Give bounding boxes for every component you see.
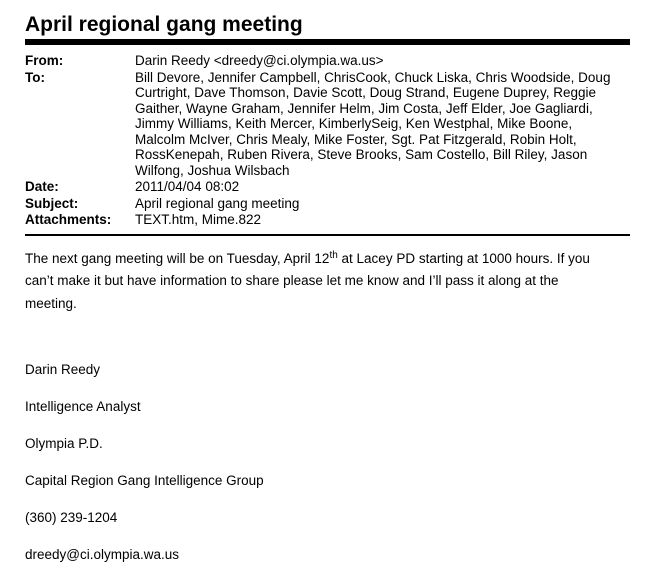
attachments-value: TEXT.htm, Mime.822 <box>135 212 262 227</box>
to-recipients-line: Curtright, Dave Thomson, Davie Scott, Doug Strand, Eugene Duprey, Reggie <box>135 85 596 100</box>
from-label: From: <box>25 53 64 68</box>
to-recipients-line: Gaither, Wayne Graham, Jennifer Helm, Jim Costa, Jeff Elder, Joe Gagliardi, <box>135 100 593 116</box>
email-header-block <box>25 53 630 228</box>
header-row-from <box>25 53 630 69</box>
subject-label: Subject: <box>25 195 79 211</box>
signature-job-title: Intelligence Analyst <box>25 399 141 414</box>
to-recipients-line: Malcolm McIver, Chris Mealy, Mike Foster, Sgt. Pat Fitzgerald, Robin Holt, <box>135 131 577 147</box>
signature-email: dreedy@ci.olympia.wa.us <box>25 547 180 562</box>
ordinal-superscript: th <box>329 249 338 261</box>
signature-name: Darin Reedy <box>25 362 101 377</box>
to-value <box>135 70 630 179</box>
attachments-label: Attachments: <box>25 212 112 227</box>
signature-department: Olympia P.D. <box>25 436 103 451</box>
header-row-date <box>25 179 630 195</box>
email-body <box>25 248 630 316</box>
header-row-subject <box>25 196 630 212</box>
body-text-segment: The next gang meeting will be on Tuesday, April 12 <box>25 250 330 266</box>
header-row-attachments <box>25 212 630 228</box>
from-value: Darin Reedy <dreedy@ci.olympia.wa.us> <box>135 53 384 68</box>
body-text-segment: at Lacey PD starting at 1000 hours. If you <box>337 250 590 266</box>
header-row-to <box>25 70 630 179</box>
email-signature-block <box>25 363 630 562</box>
date-label: Date: <box>25 179 59 194</box>
to-recipients-line: Jimmy Williams, Keith Mercer, KimberlySeig, Ken Westphal, Mike Boone, <box>135 116 573 131</box>
to-label: To: <box>25 69 45 85</box>
body-paragraph-line: meeting. <box>25 295 77 311</box>
to-recipients-line: RossKenepah, Ruben Rivera, Steve Brooks, Sam Costello, Bill Riley, Jason <box>135 147 588 162</box>
email-title: April regional gang meeting <box>25 13 303 36</box>
signature-organization: Capital Region Gang Intelligence Group <box>25 473 264 488</box>
body-paragraph-line <box>25 248 630 271</box>
body-paragraph-line: can’t make it but have information to share please let me know and I’ll pass it along at the <box>25 273 559 288</box>
subject-value: April regional gang meeting <box>135 195 300 211</box>
title-underline-rule <box>25 39 630 45</box>
to-recipients-line: Bill Devore, Jennifer Campbell, ChrisCook, Chuck Liska, Chris Woodside, Doug <box>135 69 611 85</box>
header-body-divider <box>25 234 630 236</box>
signature-phone: (360) 239-1204 <box>25 510 118 525</box>
date-value: 2011/04/04 08:02 <box>135 179 240 194</box>
to-recipients-line: Wilfong, Joshua Wilsbach <box>135 162 290 178</box>
